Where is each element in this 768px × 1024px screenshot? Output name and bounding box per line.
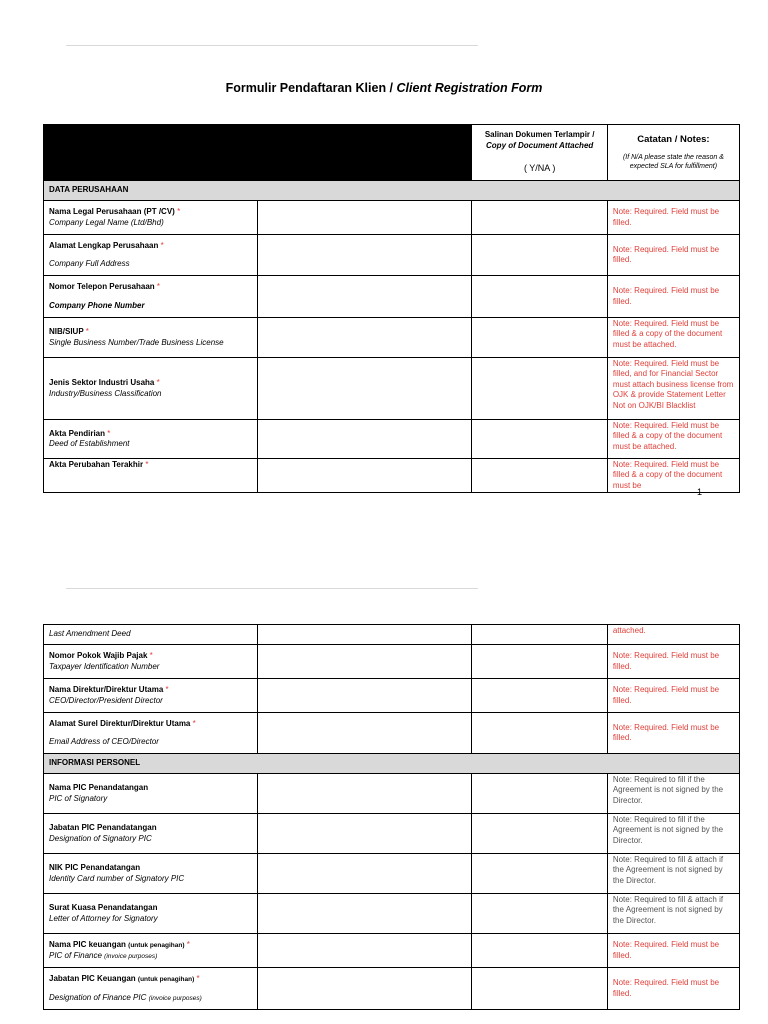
note-cell: Note: Required. Field must be filled & a copy of the document must be attached.	[607, 420, 739, 459]
copy-attached-cell[interactable]	[472, 318, 607, 358]
page1-top-rule	[66, 45, 478, 46]
page-title: Formulir Pendaftaran Klien / Client Registration Form	[225, 81, 543, 95]
copy-attached-cell[interactable]	[472, 645, 607, 679]
copy-attached-cell[interactable]	[472, 968, 607, 1010]
copy-attached-cell[interactable]	[472, 358, 607, 420]
field-label: Nomor Telepon Perusahaan * Company Phone Number	[44, 276, 258, 318]
note-cell: Note: Required to fill & attach if the Agreement is not signed by the Director.	[607, 854, 739, 894]
section-row	[44, 754, 740, 774]
copy-attached-cell[interactable]	[472, 201, 607, 235]
note-cell: Note: Required. Field must be filled.	[607, 713, 739, 754]
note-cell: Note: Required. Field must be filled.	[607, 201, 739, 235]
note-cell: Note: Required. Field must be filled, and for Financial Sector must attach business license from OJK & provide Statement Letter Not on OJK/BI Blacklist	[607, 358, 739, 420]
note-cell: Note: Required. Field must be filled.	[607, 276, 739, 318]
table-row	[44, 854, 740, 894]
letter-attorney-input[interactable]	[258, 894, 472, 934]
note-cell: Note: Required to fill & attach if the Agreement is not signed by the Director.	[607, 894, 739, 934]
table-row	[44, 318, 740, 358]
company-phone-input[interactable]	[258, 276, 472, 318]
section-row	[44, 181, 740, 201]
tax-id-input[interactable]	[258, 645, 472, 679]
table-row	[44, 459, 740, 493]
copy-attached-cell[interactable]	[472, 420, 607, 459]
copy-attached-cell[interactable]	[472, 235, 607, 276]
section-data-perusahaan: DATA PERUSAHAAN	[44, 181, 740, 201]
copy-attached-cell[interactable]	[472, 814, 607, 854]
last-amendment-input[interactable]	[258, 459, 472, 493]
field-label: Surat Kuasa Penandatangan Letter of Attorney for Signatory	[44, 894, 258, 934]
note-cell: Note: Required to fill if the Agreement is not signed by the Director.	[607, 814, 739, 854]
table-row	[44, 276, 740, 318]
table-row	[44, 201, 740, 235]
finance-designation-input[interactable]	[258, 968, 472, 1010]
copy-attached-header: Salinan Dokumen Terlampir / Copy of Document Attached ( Y/NA )	[472, 125, 607, 181]
table-row	[44, 645, 740, 679]
last-amendment-input-cont[interactable]	[258, 625, 472, 645]
finance-pic-input[interactable]	[258, 934, 472, 968]
copy-attached-cell[interactable]	[472, 934, 607, 968]
table-row	[44, 679, 740, 713]
field-label: Jabatan PIC Keuangan (untuk penagihan) * Designation of Finance PIC (invoice purposes)	[44, 968, 258, 1010]
note-cell: Note: Required. Field must be filled.	[607, 645, 739, 679]
company-address-input[interactable]	[258, 235, 472, 276]
page2-top-rule	[66, 588, 478, 589]
note-cell: Note: Required. Field must be filled.	[607, 934, 739, 968]
section-informasi-personel: INFORMASI PERSONEL	[44, 754, 740, 774]
table-row	[44, 713, 740, 754]
field-label: Alamat Lengkap Perusahaan * Company Full Address	[44, 235, 258, 276]
table-header-row	[44, 125, 740, 181]
notes-header: Catatan / Notes: (If N/A please state the reason & expected SLA for fulfillment)	[607, 125, 739, 181]
note-cell: Note: Required. Field must be filled.	[607, 968, 739, 1010]
table-row	[44, 774, 740, 814]
field-label: Jenis Sektor Industri Usaha * Industry/Business Classification	[44, 358, 258, 420]
registration-table-page2	[43, 624, 740, 1010]
table-row	[44, 625, 740, 645]
table-row	[44, 814, 740, 854]
field-label: NIK PIC Penandatangan Identity Card number of Signatory PIC	[44, 854, 258, 894]
field-label: Nama Direktur/Direktur Utama * CEO/Director/President Director	[44, 679, 258, 713]
copy-attached-cell[interactable]	[472, 459, 607, 493]
table-row	[44, 358, 740, 420]
note-cell: attached.	[607, 625, 739, 645]
table-row	[44, 968, 740, 1010]
pic-signatory-input[interactable]	[258, 774, 472, 814]
company-legal-name-input[interactable]	[258, 201, 472, 235]
field-label: Jabatan PIC Penandatangan Designation of Signatory PIC	[44, 814, 258, 854]
deed-establishment-input[interactable]	[258, 420, 472, 459]
table-row	[44, 420, 740, 459]
copy-attached-cell[interactable]	[472, 894, 607, 934]
note-cell: Note: Required to fill if the Agreement is not signed by the Director.	[607, 774, 739, 814]
note-cell: Note: Required. Field must be filled.	[607, 235, 739, 276]
director-name-input[interactable]	[258, 679, 472, 713]
note-cell: Note: Required. Field must be filled.	[607, 679, 739, 713]
field-label: Last Amendment Deed	[44, 625, 258, 645]
pic-nik-input[interactable]	[258, 854, 472, 894]
note-cell: Note: Required. Field must be filled & a copy of the document must be	[607, 459, 739, 493]
copy-attached-cell[interactable]	[472, 625, 607, 645]
industry-classification-input[interactable]	[258, 358, 472, 420]
copy-attached-cell[interactable]	[472, 679, 607, 713]
field-label: NIB/SIUP * Single Business Number/Trade Business License	[44, 318, 258, 358]
header-black-cell	[44, 125, 472, 181]
copy-attached-cell[interactable]	[472, 713, 607, 754]
field-label: Akta Perubahan Terakhir *	[44, 459, 258, 493]
director-email-input[interactable]	[258, 713, 472, 754]
nib-siup-input[interactable]	[258, 318, 472, 358]
field-label: Nomor Pokok Wajib Pajak * Taxpayer Identification Number	[44, 645, 258, 679]
registration-table-page1	[43, 124, 740, 493]
page-number: 1	[697, 487, 703, 497]
copy-attached-cell[interactable]	[472, 854, 607, 894]
field-label: Nama PIC Penandatangan PIC of Signatory	[44, 774, 258, 814]
copy-attached-cell[interactable]	[472, 276, 607, 318]
field-label: Nama Legal Perusahaan (PT /CV) * Company Legal Name (Ltd/Bhd)	[44, 201, 258, 235]
copy-attached-cell[interactable]	[472, 774, 607, 814]
note-cell: Note: Required. Field must be filled & a copy of the document must be attached.	[607, 318, 739, 358]
field-label: Akta Pendirian * Deed of Establishment	[44, 420, 258, 459]
table-row	[44, 894, 740, 934]
table-row	[44, 934, 740, 968]
field-label: Nama PIC keuangan (untuk penagihan) * PIC of Finance (invoice purposes)	[44, 934, 258, 968]
table-row	[44, 235, 740, 276]
pic-designation-input[interactable]	[258, 814, 472, 854]
field-label: Alamat Surel Direktur/Direktur Utama * Email Address of CEO/Director	[44, 713, 258, 754]
